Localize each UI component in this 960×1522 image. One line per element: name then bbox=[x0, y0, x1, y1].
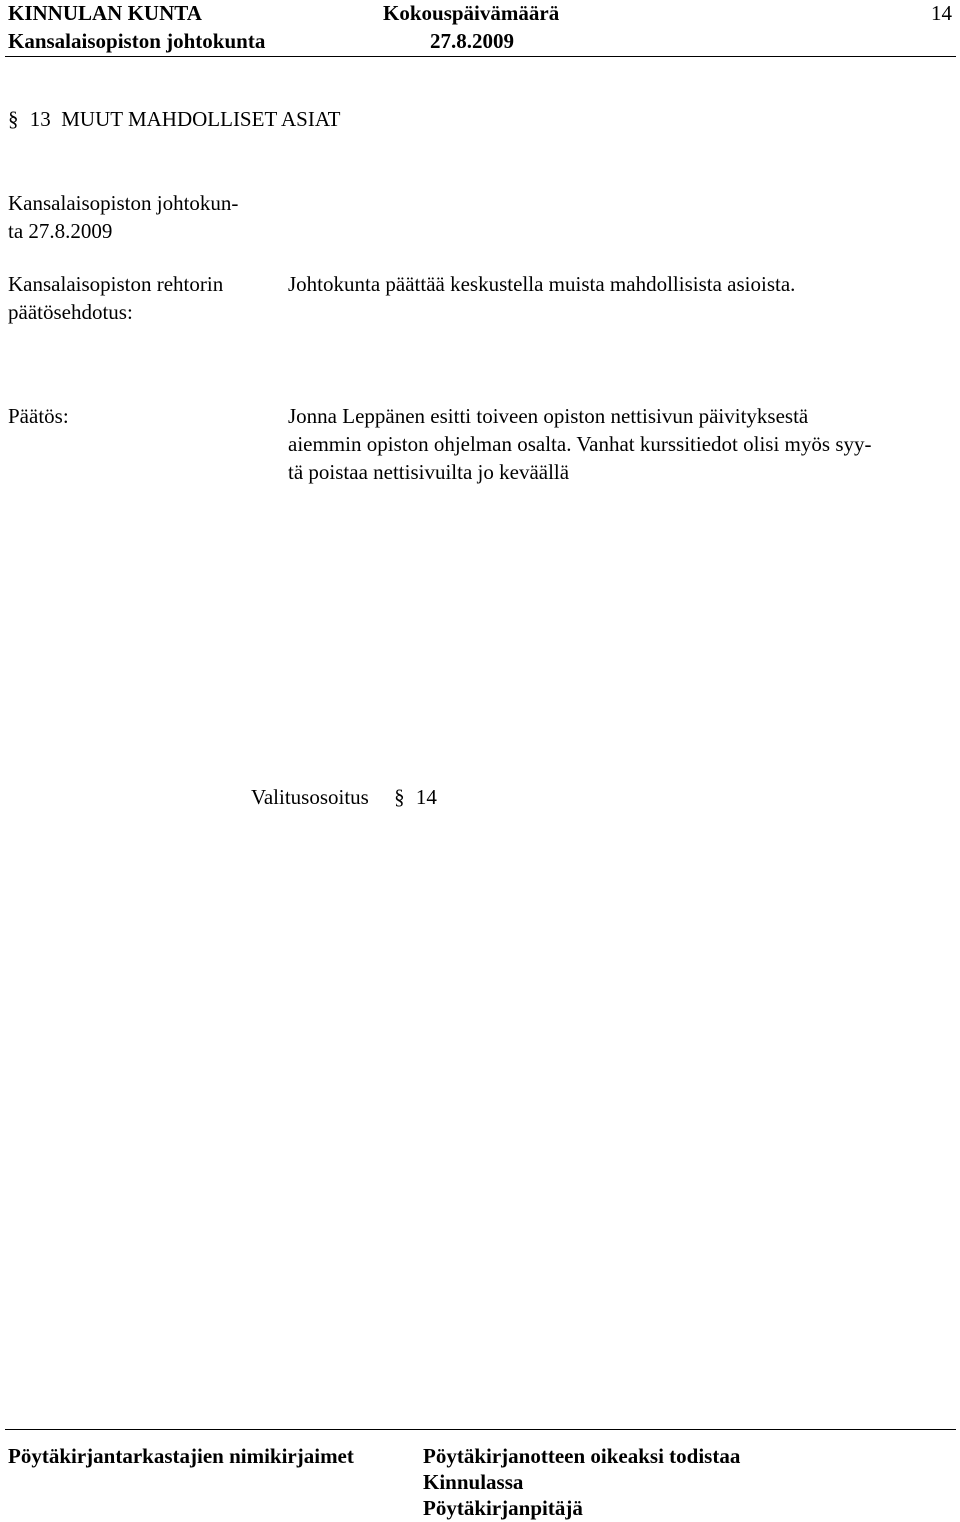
section-heading bbox=[8, 105, 340, 133]
certify-label: Pöytäkirjanotteen oikeaksi todistaa bbox=[423, 1444, 741, 1468]
footer-divider bbox=[5, 1429, 956, 1430]
meeting-date: 27.8.2009 bbox=[430, 29, 514, 53]
section-symbol: § bbox=[8, 107, 19, 131]
proposal-label-line2: päätösehdotus: bbox=[8, 300, 133, 324]
organization-name: KINNULAN KUNTA bbox=[8, 1, 202, 25]
initials-label: Pöytäkirjantarkastajien nimikirjaimet bbox=[8, 1444, 354, 1468]
appeal-label: Valitusosoitus bbox=[251, 785, 369, 809]
decision-text-line3: tä poistaa nettisivuilta jo keväällä bbox=[288, 460, 570, 484]
appeal-symbol: § bbox=[394, 785, 405, 809]
meeting-ref-line1: Kansalaisopiston johtokun- bbox=[8, 191, 239, 215]
decision-text-line2: aiemmin opiston ohjelman osalta. Vanhat kurssitiedot olisi myös syy- bbox=[288, 432, 872, 456]
proposal-text: Johtokunta päättää keskustella muista mahdollisista asioista. bbox=[288, 272, 796, 296]
meeting-ref-line2: ta 27.8.2009 bbox=[8, 219, 113, 243]
header-divider bbox=[5, 56, 956, 57]
appeal-reference bbox=[251, 783, 437, 811]
decision-label: Päätös: bbox=[8, 404, 69, 428]
page-number: 14 bbox=[931, 1, 952, 25]
appeal-number: 14 bbox=[415, 785, 437, 809]
decision-text-line1: Jonna Leppänen esitti toiveen opiston nettisivun päivityksestä bbox=[288, 404, 809, 428]
section-title: 13 MUUT MAHDOLLISET ASIAT bbox=[29, 107, 341, 131]
certify-place: Kinnulassa bbox=[423, 1470, 524, 1494]
minutes-keeper: Pöytäkirjanpitäjä bbox=[423, 1496, 583, 1520]
committee-name: Kansalaisopiston johtokunta bbox=[8, 29, 266, 53]
meeting-date-label: Kokouspäivämäärä bbox=[383, 1, 560, 25]
proposal-label-line1: Kansalaisopiston rehtorin bbox=[8, 272, 224, 296]
